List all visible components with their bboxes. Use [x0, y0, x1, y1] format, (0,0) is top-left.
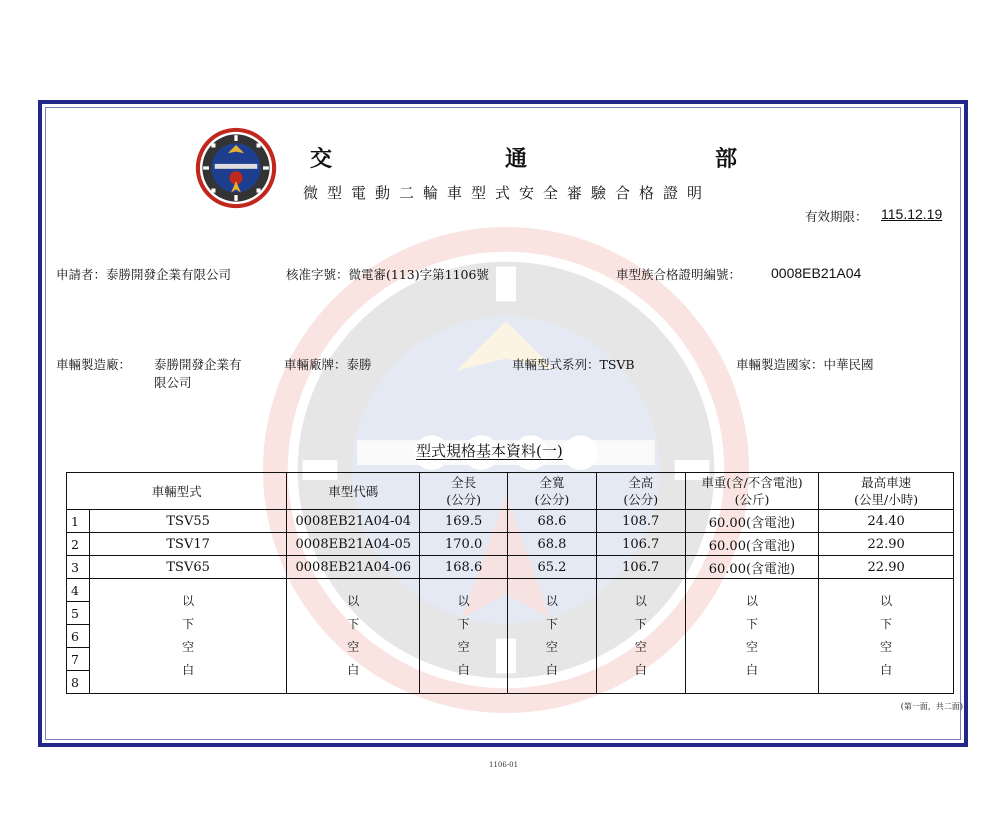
- row-number: 5: [67, 602, 90, 625]
- cell-width: 68.8: [508, 533, 597, 556]
- blank-char: 空: [457, 640, 470, 654]
- applicant: 申請者：泰勝開發企業有限公司: [56, 267, 232, 282]
- blank-char: 下: [634, 617, 647, 631]
- table-row: [67, 533, 954, 556]
- header-speed: [819, 473, 954, 510]
- blank-char: 下: [182, 617, 195, 631]
- row-number: 1: [67, 510, 90, 533]
- cell-code: 0008EB21A04-04: [287, 510, 420, 533]
- cell-speed: 22.90: [819, 533, 954, 556]
- table-header-row: [67, 473, 954, 510]
- header-width: [508, 473, 597, 510]
- cell-model: TSV65: [89, 556, 286, 579]
- row-number: 4: [67, 579, 90, 602]
- blank-char: 空: [182, 640, 195, 654]
- blank-char: 白: [880, 663, 893, 677]
- blank-char: 以: [545, 594, 558, 608]
- header-model: 車輛型式: [67, 473, 287, 510]
- blank-char: 空: [545, 640, 558, 654]
- vehicle-series: 車輛型式系列：TSVB: [512, 357, 635, 372]
- blank-char: 以: [347, 594, 360, 608]
- blank-char: 空: [745, 640, 758, 654]
- blank-char: 下: [880, 617, 893, 631]
- header-height-line-2: (公分): [623, 492, 659, 507]
- blank-notice-code: [287, 579, 420, 694]
- blank-char: 下: [545, 617, 558, 631]
- cell-code: 0008EB21A04-06: [287, 556, 420, 579]
- table-row-blank: [67, 579, 954, 602]
- cell-weight: 60.00(含電池): [685, 510, 819, 533]
- validity-label: 有效期限：: [805, 209, 868, 224]
- approval-number: 核准字號：微電審(113)字第1106號: [286, 267, 489, 282]
- blank-char: 白: [634, 663, 647, 677]
- section-title: 型式規格基本資料(一): [416, 442, 563, 460]
- cell-speed: 24.40: [819, 510, 954, 533]
- family-cert-label: 車型族合格證明編號：: [616, 267, 742, 282]
- validity-date: 115.12.19: [881, 206, 943, 222]
- blank-char: 下: [347, 617, 360, 631]
- header-speed-line-2: (公里/小時): [854, 492, 919, 507]
- blank-char: 空: [347, 640, 360, 654]
- blank-char: 以: [182, 594, 195, 608]
- header-weight-line-1: 車重(含/不含電池): [701, 475, 803, 490]
- header-height-line-1: 全高: [628, 475, 654, 490]
- blank-char: 白: [457, 663, 470, 677]
- blank-char: 白: [182, 663, 195, 677]
- row-number: 2: [67, 533, 90, 556]
- cell-speed: 22.90: [819, 556, 954, 579]
- table-row: [67, 556, 954, 579]
- blank-char: 空: [880, 640, 893, 654]
- cell-length: 170.0: [420, 533, 508, 556]
- row-number: 8: [67, 671, 90, 694]
- blank-notice-length: [420, 579, 508, 694]
- header-length-line-2: (公分): [446, 492, 482, 507]
- ministry-name-char-2: 通: [505, 146, 528, 172]
- blank-char: 以: [634, 594, 647, 608]
- blank-notice-speed: [819, 579, 954, 694]
- spec-table: [66, 472, 954, 694]
- header-code: 車型代碼: [287, 473, 420, 510]
- blank-notice-height: [596, 579, 685, 694]
- cell-length: 169.5: [420, 510, 508, 533]
- manufacturer-label: 車輛製造廠：: [56, 357, 132, 372]
- cell-height: 106.7: [596, 556, 685, 579]
- manufacturing-country: 車輛製造國家：中華民國: [736, 357, 874, 372]
- certificate-title: 微型電動二輪車型式安全審驗合格證明: [303, 184, 712, 202]
- header-speed-line-1: 最高車速: [861, 475, 912, 490]
- blank-notice-weight: [685, 579, 819, 694]
- cell-code: 0008EB21A04-05: [287, 533, 420, 556]
- blank-char: 白: [545, 663, 558, 677]
- blank-char: 下: [457, 617, 470, 631]
- cell-model: TSV17: [89, 533, 286, 556]
- row-number: 7: [67, 648, 90, 671]
- blank-char: 以: [880, 594, 893, 608]
- blank-char: 下: [745, 617, 758, 631]
- row-number: 6: [67, 625, 90, 648]
- blank-char: 以: [745, 594, 758, 608]
- cell-weight: 60.00(含電池): [685, 556, 819, 579]
- cell-width: 65.2: [508, 556, 597, 579]
- header-length-line-1: 全長: [451, 475, 477, 490]
- cell-length: 168.6: [420, 556, 508, 579]
- blank-notice-width: [508, 579, 597, 694]
- cell-height: 108.7: [596, 510, 685, 533]
- header-weight: [685, 473, 819, 510]
- ministry-emblem: [195, 127, 277, 209]
- blank-char: 以: [457, 594, 470, 608]
- table-row: [67, 510, 954, 533]
- family-cert-number: 0008EB21A04: [771, 265, 862, 281]
- header-width-line-1: 全寬: [539, 475, 565, 490]
- cell-model: TSV55: [89, 510, 286, 533]
- vehicle-brand: 車輛廠牌：泰勝: [284, 357, 372, 372]
- blank-notice-model: [89, 579, 286, 694]
- page-marker: (第一面，共二面): [900, 702, 963, 711]
- footer-code: 1106-01: [489, 761, 519, 769]
- header-length: [420, 473, 508, 510]
- manufacturer-line-2: 限公司: [154, 375, 192, 390]
- cell-width: 68.6: [508, 510, 597, 533]
- blank-char: 白: [745, 663, 758, 677]
- header-height: [596, 473, 685, 510]
- manufacturer-line-1: 泰勝開發企業有: [154, 357, 242, 372]
- blank-char: 空: [634, 640, 647, 654]
- cell-height: 106.7: [596, 533, 685, 556]
- blank-char: 白: [347, 663, 360, 677]
- ministry-name-char-3: 部: [715, 146, 738, 172]
- cell-weight: 60.00(含電池): [685, 533, 819, 556]
- ministry-name-char-1: 交: [310, 146, 333, 172]
- header-width-line-2: (公分): [534, 492, 570, 507]
- row-number: 3: [67, 556, 90, 579]
- header-weight-line-2: (公斤): [734, 492, 770, 507]
